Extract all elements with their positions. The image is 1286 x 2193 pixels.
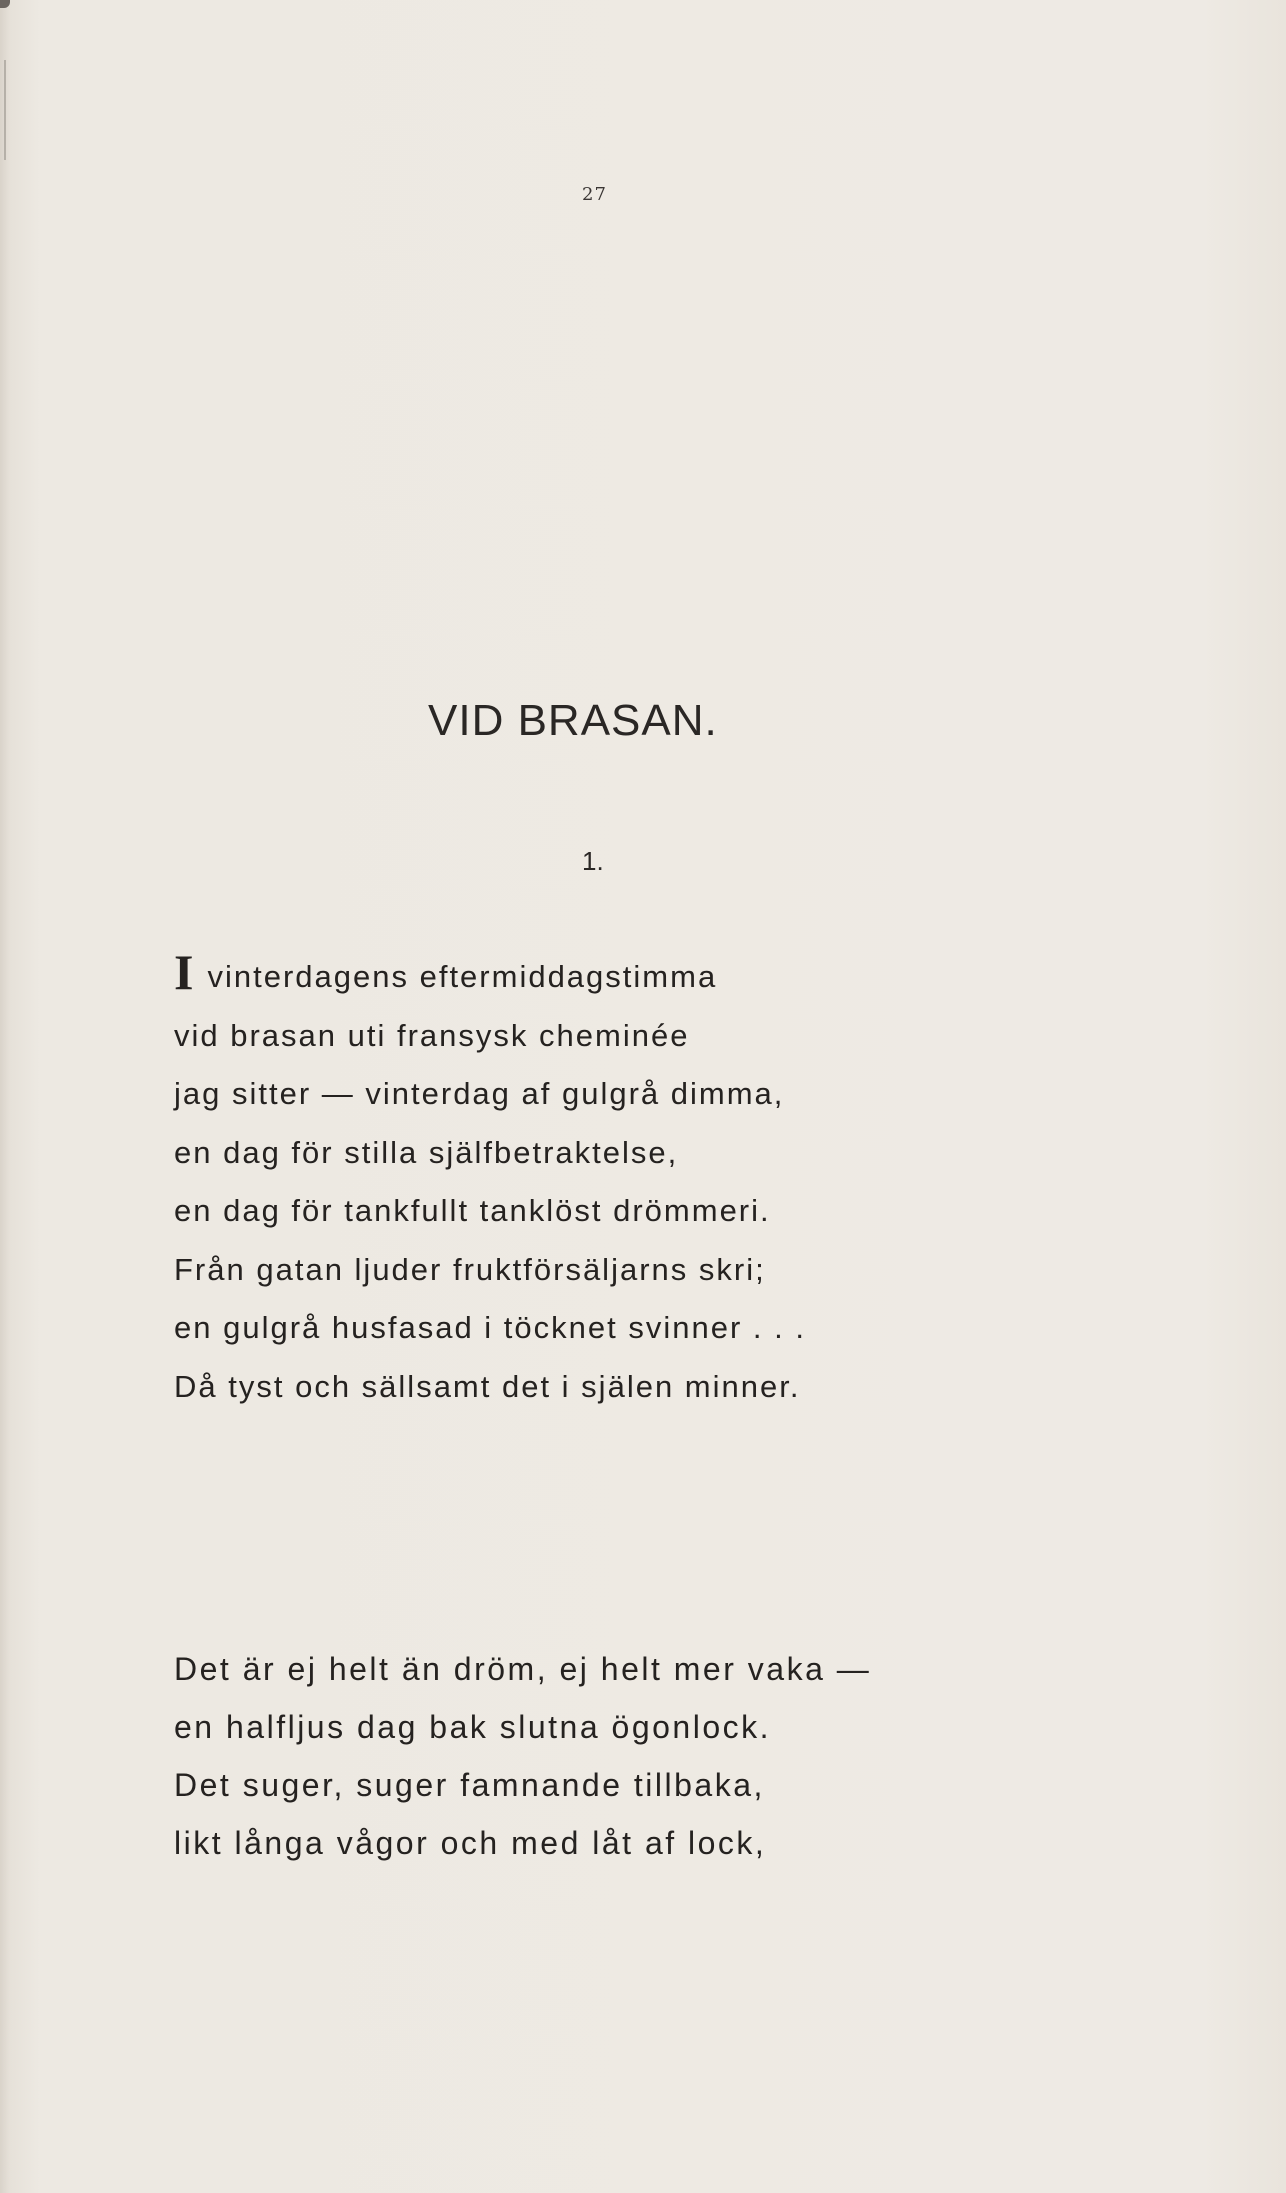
stanza-2 — [174, 1640, 871, 1872]
poem-line: Från gatan ljuder fruktförsäljarns skri; — [174, 1251, 766, 1287]
poem-title: VID BRASAN. — [428, 696, 718, 745]
section-number: 1. — [582, 846, 604, 876]
poem-line: en halfljus dag bak slutna ögonlock. — [174, 1709, 772, 1745]
poem-line: Då tyst och sällsamt det i själen minner. — [174, 1368, 801, 1404]
poem-line: vid brasan uti fransysk cheminée — [174, 1017, 690, 1053]
poem-line: jag sitter — vinterdag af gulgrå dimma, — [174, 1076, 785, 1111]
page-binding-shadow — [4, 60, 6, 160]
poem-line: en dag för tankfullt tanklöst drömmeri. — [174, 1193, 771, 1228]
poem-line — [174, 944, 806, 1007]
page-number: 27 — [582, 184, 607, 205]
stanza-1 — [174, 944, 806, 1416]
page-edge-mark — [0, 0, 10, 8]
poem-line: Det suger, suger famnande tillbaka, — [174, 1767, 765, 1803]
poem-line: en gulgrå husfasad i töcknet svinner . . . — [174, 1310, 806, 1345]
poem-line: en dag för stilla själfbetraktelse, — [174, 1134, 679, 1170]
poem-line-text: vinterdagens eftermiddagstimma — [207, 959, 718, 994]
poem-line: Det är ej helt än dröm, ej helt mer vaka — — [174, 1651, 872, 1687]
poem-line: likt långa vågor och med låt af lock, — [174, 1825, 767, 1861]
drop-cap: I — [174, 944, 196, 1000]
